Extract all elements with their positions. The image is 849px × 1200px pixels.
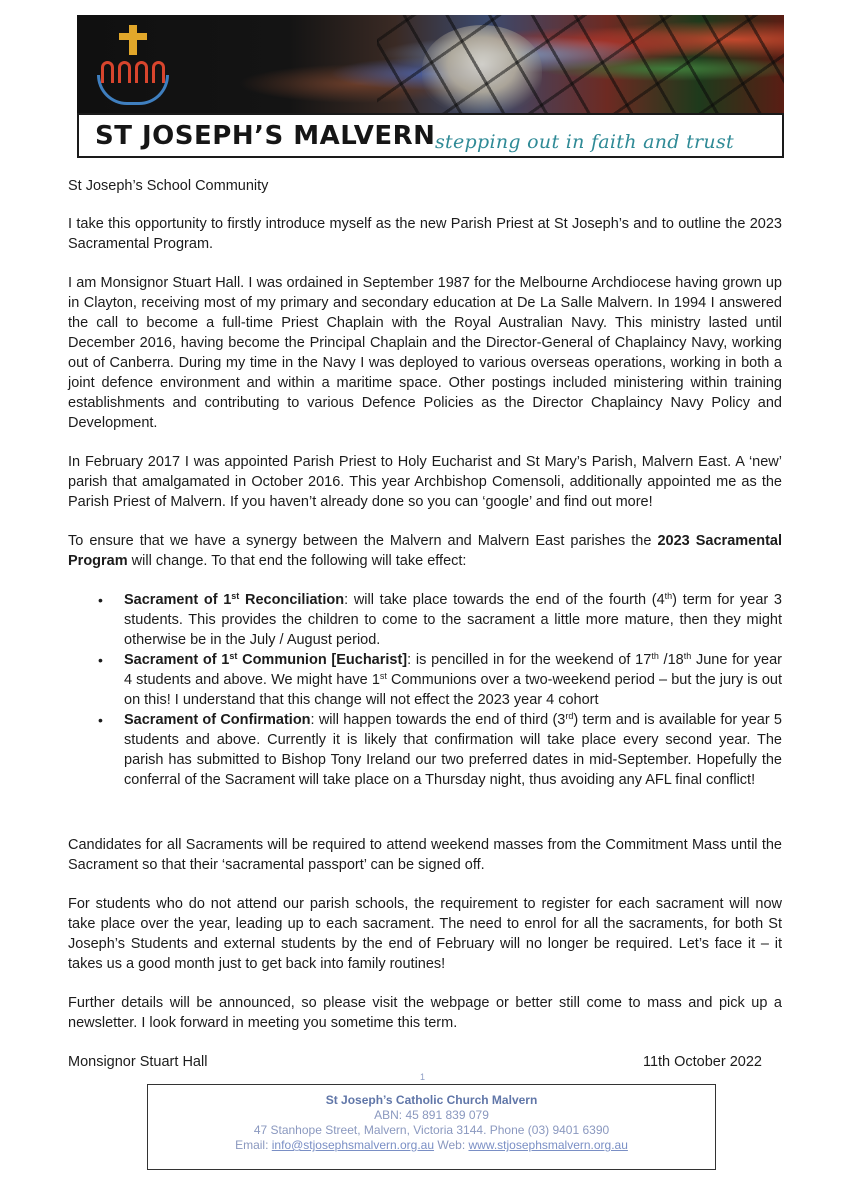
- text-span: Communions over a two-weekend period – but the jury is out on this! I understand that this change will not effect the 2023 year 4 cohort: [124, 672, 782, 708]
- paragraph-program-change: [68, 531, 782, 571]
- stained-glass-leading: [377, 15, 784, 113]
- paragraph-registration: For students who do not attend our parish schools, the requirement to register for each sacrament will now take place over the year, leading up to each sacrament. The need to enrol for all the sacraments, for both St Joseph’s Students and external students by the end of February will no longer be required. Let’s face it – it takes us a good month just to get back into family routines!: [68, 896, 782, 972]
- text-span: : will take place towards the end of the fourth (4: [344, 592, 665, 608]
- bullet-title: [124, 652, 407, 668]
- text-span: : will happen towards the end of third (3: [310, 712, 566, 728]
- text-span: To ensure that we have a synergy between the Malvern and Malvern East parishes the: [68, 533, 658, 549]
- program-name: 2023 Sacramental Program: [68, 533, 783, 569]
- sacrament-list: [68, 590, 782, 790]
- superscript: th: [651, 651, 659, 661]
- email-label: Email:: [235, 1138, 272, 1152]
- letter-date: 11th October 2022: [642, 1054, 762, 1070]
- banner-title: ST JOSEPH’S MALVERN: [95, 121, 436, 151]
- text-span: Communion [Eucharist]: [237, 652, 408, 668]
- superscript: st: [229, 651, 238, 661]
- list-item-reconciliation: [124, 590, 782, 650]
- list-item-communion: [124, 650, 782, 710]
- text-span: /18: [658, 652, 684, 668]
- cross-icon-bar: [119, 33, 147, 40]
- text-span: : is pencilled in for the weekend of 17: [407, 652, 652, 668]
- salutation: St Joseph’s School Community: [68, 178, 269, 194]
- letter-body: [68, 176, 782, 1074]
- list-item-confirmation: [124, 710, 782, 790]
- text-span: ) term for year 3 students. This provides the children to come to the sacrament a little more mature, then they might otherwise be in the July / August period.: [124, 592, 782, 648]
- footer-address: 47 Stanhope Street, Malvern, Victoria 3144. Phone (03) 9401 6390: [253, 1123, 610, 1137]
- paragraph-intro: I take this opportunity to firstly introduce myself as the new Parish Priest at St Joseph’s and to outline the 2023 Sacramental Program.: [68, 216, 782, 252]
- superscript: rd: [565, 711, 574, 721]
- superscript: st: [379, 671, 387, 681]
- page-number: 1: [420, 1072, 426, 1082]
- website-link[interactable]: www.stjosephsmalvern.org.au: [468, 1138, 628, 1152]
- email-link[interactable]: info@stjosephsmalvern.org.au: [271, 1138, 435, 1152]
- bullet-title: [124, 592, 344, 608]
- paragraph-biography: I am Monsignor Stuart Hall. I was ordained in September 1987 for the Melbourne Archdiocese having grown up in Clayton, receiving most of my primary and secondary education at De La Salle Malvern. In 1994 I answered the call to become a full-time Priest Chaplain with the Royal Australian Navy. This ministry lasted until December 2016, having become the Principal Chaplain and the Director-General of Chaplaincy Navy, working out of Canberra. During my time in the Navy I was deployed to various overseas operations, working in both a joint defence environment and within a maritime space. Other postings included ministering within training establishments and contributing to various Defence Policies as the Director Chaplaincy Navy Policy and Development.: [68, 275, 782, 431]
- signoff: [68, 1052, 782, 1074]
- web-label: Web:: [434, 1138, 469, 1152]
- superscript: th: [683, 651, 692, 661]
- bullet-title: Sacrament of Confirmation: [124, 712, 311, 728]
- superscript: st: [231, 591, 240, 601]
- text-span: ) term and is available for year 5 students and above. Currently it is likely that confirmation will take place every second year. The parish has submitted to Bishop Tony Ireland our two preferred dates in mid-September. Hopefully the conferral of the Sacrament will take place on a Thursday night, thus avoiding any AFL final conflict!: [124, 712, 783, 788]
- header-banner: [77, 15, 784, 158]
- signature: Monsignor Stuart Hall: [68, 1054, 208, 1070]
- paragraph-candidates: Candidates for all Sacraments will be required to attend weekend masses from the Commitment Mass until the Sacrament so that their ‘sacramental passport’ can be signed off.: [68, 837, 782, 873]
- parish-logo: [97, 25, 169, 107]
- logo-arc-icon: [97, 75, 169, 105]
- footer-abn: ABN: 45 891 839 079: [374, 1108, 489, 1122]
- text-span: Reconciliation: [239, 592, 345, 608]
- text-span: Sacrament of 1: [124, 652, 230, 668]
- paragraph-further-details: Further details will be announced, so please visit the webpage or better still come to mass and pick up a newsletter. I look forward in meeting you sometime this term.: [68, 995, 782, 1031]
- text-span: Sacrament of 1: [124, 592, 232, 608]
- text-span: June for year 4 students and above. We might have 1: [124, 652, 782, 688]
- footer-contact-box: [147, 1084, 716, 1170]
- footer-org-name: St Joseph’s Catholic Church Malvern: [325, 1093, 538, 1107]
- paragraph-appointment: In February 2017 I was appointed Parish Priest to Holy Eucharist and St Mary’s Parish, Malvern East. A ‘new’ parish that amalgamated in October 2016. This year Archbishop Comensoli, additionally appointed me as the Parish Priest of Malvern. If you haven’t already done so you can ‘google’ and find out more!: [68, 454, 782, 510]
- superscript: th: [664, 591, 673, 601]
- footer-links: [148, 1138, 715, 1153]
- text-span: will change. To that end the following will take effect:: [127, 553, 467, 569]
- banner-tagline: stepping out in faith and trust: [435, 131, 734, 153]
- cross-icon: [129, 25, 137, 55]
